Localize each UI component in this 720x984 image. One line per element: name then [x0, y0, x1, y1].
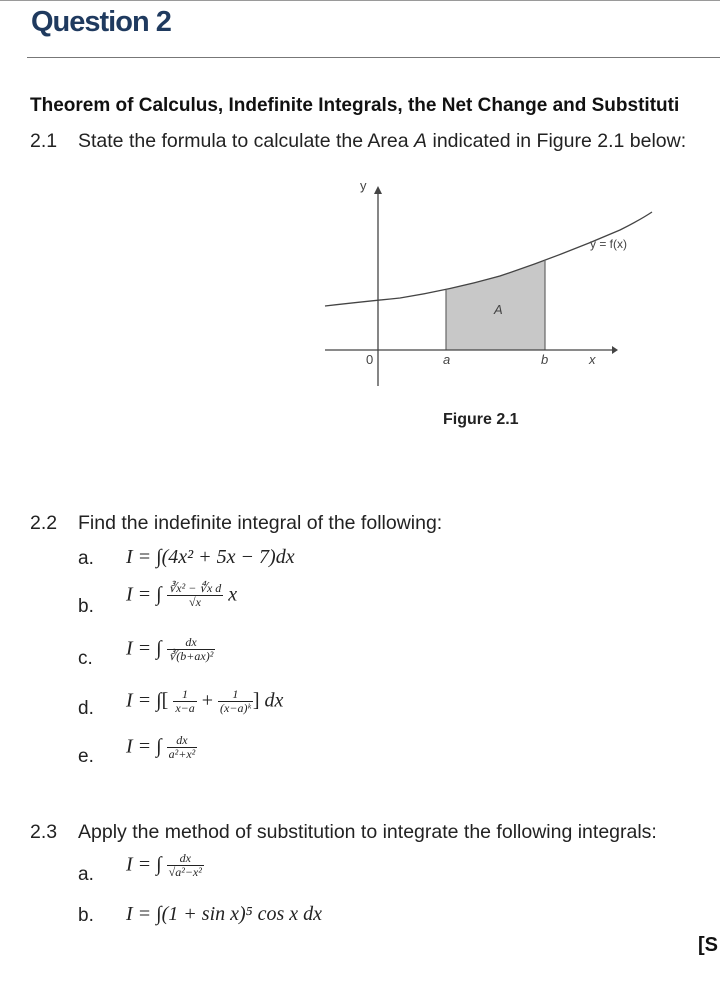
marks-bracket: [S: [698, 934, 718, 956]
y-axis-label: y: [360, 178, 367, 193]
b-label: b: [541, 352, 549, 367]
origin-label: 0: [366, 352, 374, 367]
area-label: A: [494, 302, 503, 317]
x-axis-label: x: [589, 352, 596, 367]
integral-2-2-c: I = ∫ $\frac{dx}{\text{∛(b+ax)²}}$: [126, 635, 214, 664]
item-label: b.: [78, 596, 94, 617]
item-label: a.: [78, 864, 94, 885]
integral-2-3-b: I = ∫(1 + sin x)⁵ cos x dx: [126, 903, 323, 925]
question-title: Question 2: [31, 6, 171, 38]
question-2-1: 2.1 State the formula to calculate the Area A indicated in Figure 2.1 below:: [30, 130, 687, 152]
question-number: 2.3: [30, 821, 58, 843]
question-number: 2.1: [30, 130, 58, 152]
question-2-3: 2.3 Apply the method of substitution to integrate the following integrals:: [30, 821, 657, 843]
item-label: c.: [78, 648, 93, 669]
top-rule: [0, 0, 720, 1]
item-label: b.: [78, 905, 94, 926]
question-2-2: 2.2 Find the indefinite integral of the following:: [30, 512, 443, 534]
figure-caption: Figure 2.1: [443, 411, 519, 428]
integral-2-2-d: I = ∫[ $\frac{1}{x-a}$ + $\frac{1}{\text{(x−a)ᵏ}}$ ] dx: [126, 687, 284, 716]
integral-2-3-a: I = ∫ $\frac{dx}{\text{√a²−x²}}$: [126, 851, 202, 880]
integral-2-2-e: I = ∫ $\frac{dx}{\text{a²+x²}}$: [126, 733, 196, 762]
item-label: d.: [78, 698, 94, 719]
theorem-heading: Theorem of Calculus, Indefinite Integrals, the Net Change and Substituti: [30, 95, 680, 116]
integral-2-2-b: I = ∫ $\frac{\text{∛x² − ∜x d}}{√x}$ x: [126, 581, 238, 610]
item-label: e.: [78, 746, 94, 767]
figure-2-1: [300, 168, 660, 398]
title-divider: [27, 57, 720, 58]
item-label: a.: [78, 548, 94, 569]
integral-2-2-a: I = ∫(4x² + 5x − 7)dx: [126, 546, 295, 568]
curve-label: y = f(x): [590, 237, 628, 251]
question-number: 2.2: [30, 512, 58, 534]
a-label: a: [443, 352, 451, 367]
